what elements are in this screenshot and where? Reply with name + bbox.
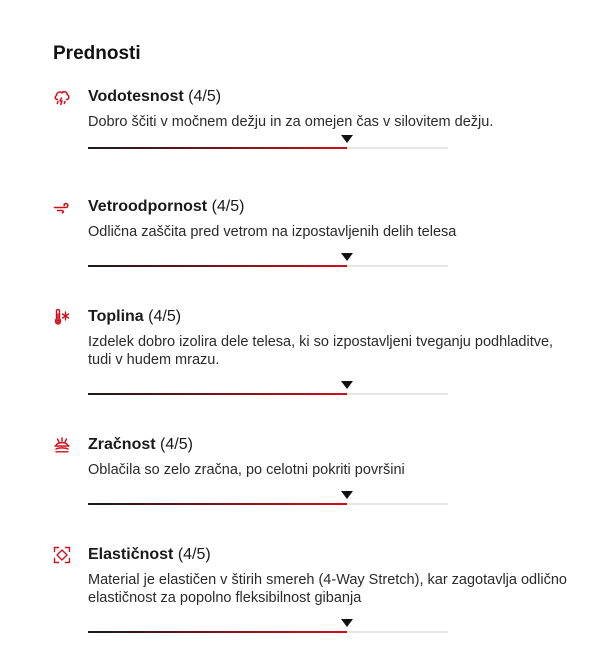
feature-description: Dobro ščiti v močnem dežju in za omejen čas v silovitem dežju. — [88, 114, 494, 130]
feature-rating-text: (4/5) — [177, 546, 211, 563]
rating-fill — [88, 147, 347, 149]
rating-scale — [88, 619, 448, 633]
feature-name: Vodotesnost — [88, 88, 184, 105]
feature-title — [88, 545, 211, 565]
feature-rating-text: (4/5) — [148, 308, 182, 325]
thermometer-snow-icon — [53, 308, 71, 326]
rain-storm-icon — [53, 88, 71, 106]
rating-fill — [88, 631, 347, 633]
rating-scale — [88, 491, 448, 505]
feature-description: Izdelek dobro izolira dele telesa, ki so izpostavljeni tveganju podhladitve, tudi v hudem mrazu. — [88, 334, 554, 368]
feature-name: Zračnost — [88, 436, 156, 453]
feature-title — [88, 435, 193, 455]
rating-scale — [88, 135, 448, 149]
feature-name: Elastičnost — [88, 546, 174, 563]
feature-name: Vetroodpornost — [88, 198, 208, 215]
feature-rating-text: (4/5) — [188, 88, 222, 105]
feature-description: Odlična zaščita pred vetrom na izpostavljenih delih telesa — [88, 224, 457, 240]
rating-scale — [88, 253, 448, 267]
rating-fill — [88, 503, 347, 505]
wind-icon — [53, 198, 71, 216]
rating-marker — [341, 253, 353, 261]
stretch-icon — [53, 546, 71, 564]
rating-marker — [341, 491, 353, 499]
rating-marker — [341, 135, 353, 143]
feature-title — [88, 307, 181, 327]
feature-description: Oblačila so zelo zračna, po celotni pokriti površini — [88, 462, 405, 478]
rating-scale — [88, 381, 448, 395]
section-title: Prednosti — [53, 43, 141, 64]
rating-fill — [88, 265, 347, 267]
feature-name: Toplina — [88, 308, 144, 325]
feature-title — [88, 197, 244, 217]
rating-fill — [88, 393, 347, 395]
breathability-icon — [53, 436, 71, 454]
rating-marker — [341, 381, 353, 389]
feature-description: Material je elastičen v štirih smereh (4-Way Stretch), kar zagotavlja odlično elastičnost za popolno fleksibilnost gibanja — [88, 572, 567, 606]
feature-rating-text: (4/5) — [160, 436, 193, 453]
feature-title — [88, 87, 221, 107]
rating-marker — [341, 619, 353, 627]
feature-rating-text: (4/5) — [211, 198, 245, 215]
